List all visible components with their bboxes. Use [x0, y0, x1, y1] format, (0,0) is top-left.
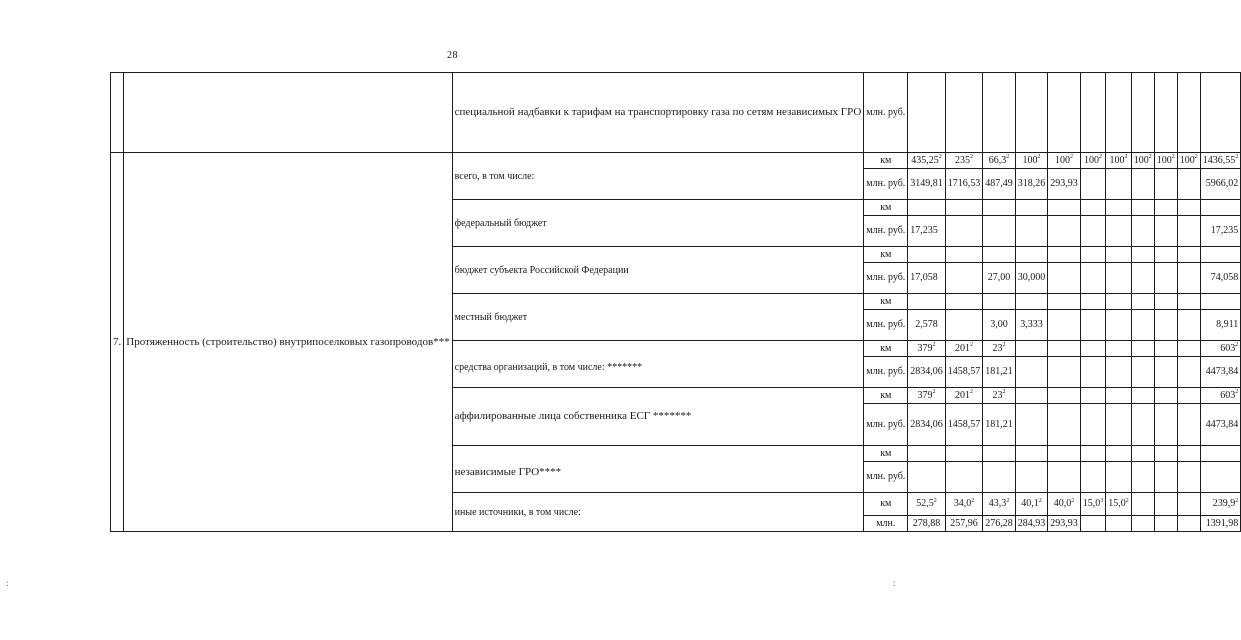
value-cell [983, 462, 1016, 493]
value-cell [1048, 200, 1081, 216]
value-cell [1080, 462, 1106, 493]
total-cell: 239,9 2 [1200, 493, 1241, 516]
value-cell: 17,058 [908, 263, 946, 294]
total-cell: 5966,02 [1200, 169, 1241, 200]
value-cell: 43,3 2 [983, 493, 1016, 516]
value-cell: 2834,06 [908, 357, 946, 388]
value-cell [945, 263, 983, 294]
value-cell: 293,93 [1048, 169, 1081, 200]
value-cell [1154, 462, 1177, 493]
value-cell [1048, 388, 1081, 404]
value-cell [1048, 357, 1081, 388]
value-cell: 40,1 2 [1015, 493, 1048, 516]
total-cell [1200, 200, 1241, 216]
value-cell [1048, 310, 1081, 341]
value-cell [1154, 247, 1177, 263]
value-cell: 276,28 [983, 516, 1016, 532]
value-cell [1015, 404, 1048, 446]
value-cell [1080, 200, 1106, 216]
value-cell [945, 446, 983, 462]
value-cell [1080, 263, 1106, 294]
value-cell: 23 2 [983, 388, 1016, 404]
value-cell [1154, 216, 1177, 247]
value-cell [1131, 357, 1154, 388]
value-cell: 379 2 [908, 341, 946, 357]
value-cell [1015, 200, 1048, 216]
value-cell [1106, 294, 1132, 310]
value-cell [1131, 462, 1154, 493]
unit-cell: млн. руб. [864, 263, 908, 294]
value-cell [1015, 462, 1048, 493]
value-cell [1131, 200, 1154, 216]
value-cell [1106, 388, 1132, 404]
value-cell [1131, 310, 1154, 341]
value-cell [1106, 247, 1132, 263]
value-cell [1131, 216, 1154, 247]
value-cell [1177, 404, 1200, 446]
value-cell [1154, 169, 1177, 200]
source-label: независимые ГРО**** [452, 446, 864, 493]
value-cell: 379 2 [908, 388, 946, 404]
value-cell [1080, 216, 1106, 247]
value-cell [1106, 462, 1132, 493]
value-cell [1080, 294, 1106, 310]
value-cell [1131, 493, 1154, 516]
value-cell [945, 294, 983, 310]
value-cell [1131, 263, 1154, 294]
value-cell [983, 216, 1016, 247]
value-cell [1048, 341, 1081, 357]
value-cell [1080, 388, 1106, 404]
value-cell: 257,96 [945, 516, 983, 532]
value-cell [1015, 357, 1048, 388]
empty-cell [111, 73, 124, 153]
value-cell [1048, 462, 1081, 493]
unit-cell: км [864, 341, 908, 357]
value-cell [1177, 462, 1200, 493]
value-cell [983, 200, 1016, 216]
unit-cell: км [864, 200, 908, 216]
value-cell [1177, 341, 1200, 357]
value-cell [1131, 516, 1154, 532]
value-cell [1106, 404, 1132, 446]
unit-cell: км [864, 153, 908, 169]
value-cell: 40,0 2 [1048, 493, 1081, 516]
value-cell [1048, 263, 1081, 294]
value-cell [1048, 294, 1081, 310]
value-cell: 487,49 [983, 169, 1016, 200]
total-cell: 8,911 [1200, 310, 1241, 341]
value-cell: 34,0 2 [945, 493, 983, 516]
total-cell: 1436,55 2 [1200, 153, 1241, 169]
value-cell [1154, 200, 1177, 216]
value-cell: 100 2 [1154, 153, 1177, 169]
value-cell [945, 200, 983, 216]
value-cell: 1458,57 [945, 404, 983, 446]
total-cell: 1391,98 [1200, 516, 1241, 532]
value-cell: 30,000 [1015, 263, 1048, 294]
value-cell: 100 2 [1048, 153, 1081, 169]
value-cell: 201 2 [945, 341, 983, 357]
value-cell [908, 462, 946, 493]
value-cell: 15,0 2 [1106, 493, 1132, 516]
table-row [111, 73, 1241, 153]
value-cell: 100 2 [1015, 153, 1048, 169]
value-cell [1154, 294, 1177, 310]
value-cell: 201 2 [945, 388, 983, 404]
table-body [111, 73, 1241, 532]
value-cell [1080, 310, 1106, 341]
value-cell: 435,25 2 [908, 153, 946, 169]
value-cell [908, 247, 946, 263]
value-cell [1048, 404, 1081, 446]
source-label: специальной надбавки к тарифам на транспортировку газа по сетям независимых ГРО [452, 73, 864, 153]
value-cell: 17,235 [908, 216, 946, 247]
value-cell: 1458,57 [945, 357, 983, 388]
row-number: 7. [111, 153, 124, 532]
value-cell [1106, 446, 1132, 462]
empty-cell [1177, 73, 1200, 153]
unit-cell: млн. руб. [864, 404, 908, 446]
value-cell: 52,5 2 [908, 493, 946, 516]
value-cell [1177, 200, 1200, 216]
value-cell [1080, 341, 1106, 357]
left-margin-mark: : [6, 578, 9, 588]
total-cell: 74,058 [1200, 263, 1241, 294]
unit-cell: км [864, 388, 908, 404]
value-cell [1154, 357, 1177, 388]
value-cell [1106, 263, 1132, 294]
empty-cell [1131, 73, 1154, 153]
empty-cell [1154, 73, 1177, 153]
source-label: бюджет субъекта Российской Федерации [452, 247, 864, 294]
page-number: 28 [447, 50, 458, 61]
value-cell [983, 294, 1016, 310]
value-cell: 100 2 [1080, 153, 1106, 169]
value-cell: 100 2 [1106, 153, 1132, 169]
source-label: федеральный бюджет [452, 200, 864, 247]
empty-cell [945, 73, 983, 153]
value-cell [1154, 341, 1177, 357]
value-cell [1106, 216, 1132, 247]
value-cell: 23 2 [983, 341, 1016, 357]
value-cell [908, 294, 946, 310]
total-cell [1200, 446, 1241, 462]
value-cell [1106, 357, 1132, 388]
value-cell [1177, 169, 1200, 200]
value-cell: 278,88 [908, 516, 946, 532]
value-cell: 100 2 [1131, 153, 1154, 169]
value-cell [1154, 493, 1177, 516]
value-cell [945, 247, 983, 263]
unit-cell: млн. руб. [864, 310, 908, 341]
value-cell [983, 446, 1016, 462]
unit-cell: км [864, 446, 908, 462]
unit-cell: млн. руб. [864, 73, 908, 153]
source-label: иные источники, в том числе: [452, 493, 864, 532]
empty-cell [124, 73, 452, 153]
value-cell [1106, 310, 1132, 341]
value-cell [1080, 404, 1106, 446]
value-cell [1131, 404, 1154, 446]
value-cell [1080, 247, 1106, 263]
value-cell [1131, 169, 1154, 200]
value-cell: 318,26 [1015, 169, 1048, 200]
value-cell [1177, 493, 1200, 516]
total-cell: 603 2 [1200, 341, 1241, 357]
value-cell [1177, 388, 1200, 404]
value-cell [1177, 263, 1200, 294]
value-cell: 293,93 [1048, 516, 1081, 532]
value-cell [908, 446, 946, 462]
value-cell: 3,333 [1015, 310, 1048, 341]
value-cell [908, 200, 946, 216]
value-cell [1177, 516, 1200, 532]
unit-cell: млн. руб. [864, 216, 908, 247]
value-cell [1177, 310, 1200, 341]
value-cell: 15,0 3 [1080, 493, 1106, 516]
indicator-name: Протяженность (строительство) внутрипоселковых газопроводов*** [124, 153, 452, 532]
total-cell: 17,235 [1200, 216, 1241, 247]
value-cell [1177, 294, 1200, 310]
value-cell [1048, 216, 1081, 247]
value-cell: 2,578 [908, 310, 946, 341]
value-cell: 284,93 [1015, 516, 1048, 532]
value-cell [1106, 169, 1132, 200]
value-cell [1015, 216, 1048, 247]
total-cell: 4473,84 [1200, 404, 1241, 446]
value-cell [1131, 294, 1154, 310]
total-cell [1200, 462, 1241, 493]
source-label: средства организаций, в том числе: ******* [452, 341, 864, 388]
unit-cell: млн. [864, 516, 908, 532]
value-cell [1131, 388, 1154, 404]
value-cell: 27,00 [983, 263, 1016, 294]
empty-cell [1080, 73, 1106, 153]
value-cell [1048, 247, 1081, 263]
value-cell [1106, 516, 1132, 532]
value-cell [945, 462, 983, 493]
source-label: всего, в том числе: [452, 153, 864, 200]
value-cell [1177, 446, 1200, 462]
value-cell [1106, 200, 1132, 216]
total-cell: 603 2 [1200, 388, 1241, 404]
value-cell: 3149,81 [908, 169, 946, 200]
value-cell [1154, 310, 1177, 341]
source-label: местный бюджет [452, 294, 864, 341]
value-cell: 66,3 2 [983, 153, 1016, 169]
table-row [111, 153, 1241, 169]
value-cell [1177, 357, 1200, 388]
value-cell: 3,00 [983, 310, 1016, 341]
value-cell [1015, 388, 1048, 404]
empty-cell [908, 73, 946, 153]
value-cell [1154, 388, 1177, 404]
value-cell [1015, 341, 1048, 357]
unit-cell: млн. руб. [864, 462, 908, 493]
unit-cell: млн. руб. [864, 357, 908, 388]
value-cell [945, 310, 983, 341]
value-cell [945, 216, 983, 247]
total-cell [1200, 294, 1241, 310]
value-cell [1080, 446, 1106, 462]
value-cell: 1716,53 [945, 169, 983, 200]
unit-cell: км [864, 294, 908, 310]
value-cell [1154, 516, 1177, 532]
source-label: аффилированные лица собственника ЕСГ ******* [452, 388, 864, 446]
unit-cell: км [864, 247, 908, 263]
value-cell [1131, 341, 1154, 357]
value-cell [983, 247, 1016, 263]
empty-cell [1106, 73, 1132, 153]
empty-cell [1015, 73, 1048, 153]
total-cell [1200, 247, 1241, 263]
value-cell [1131, 446, 1154, 462]
value-cell [1015, 446, 1048, 462]
financing-table [110, 72, 1241, 532]
value-cell [1154, 404, 1177, 446]
value-cell [1154, 446, 1177, 462]
value-cell: 181,21 [983, 404, 1016, 446]
empty-cell [983, 73, 1016, 153]
value-cell: 100 2 [1177, 153, 1200, 169]
value-cell: 2834,06 [908, 404, 946, 446]
value-cell [1106, 341, 1132, 357]
unit-cell: км [864, 493, 908, 516]
value-cell [1177, 247, 1200, 263]
value-cell [1080, 169, 1106, 200]
value-cell [1015, 247, 1048, 263]
value-cell [1177, 216, 1200, 247]
empty-cell [1200, 73, 1241, 153]
right-margin-mark: : [893, 578, 896, 588]
value-cell [1048, 446, 1081, 462]
value-cell: 181,21 [983, 357, 1016, 388]
value-cell [1080, 357, 1106, 388]
value-cell [1154, 263, 1177, 294]
value-cell [1015, 294, 1048, 310]
value-cell [1080, 516, 1106, 532]
value-cell [1131, 247, 1154, 263]
unit-cell: млн. руб. [864, 169, 908, 200]
empty-cell [1048, 73, 1081, 153]
total-cell: 4473,84 [1200, 357, 1241, 388]
value-cell: 235 2 [945, 153, 983, 169]
